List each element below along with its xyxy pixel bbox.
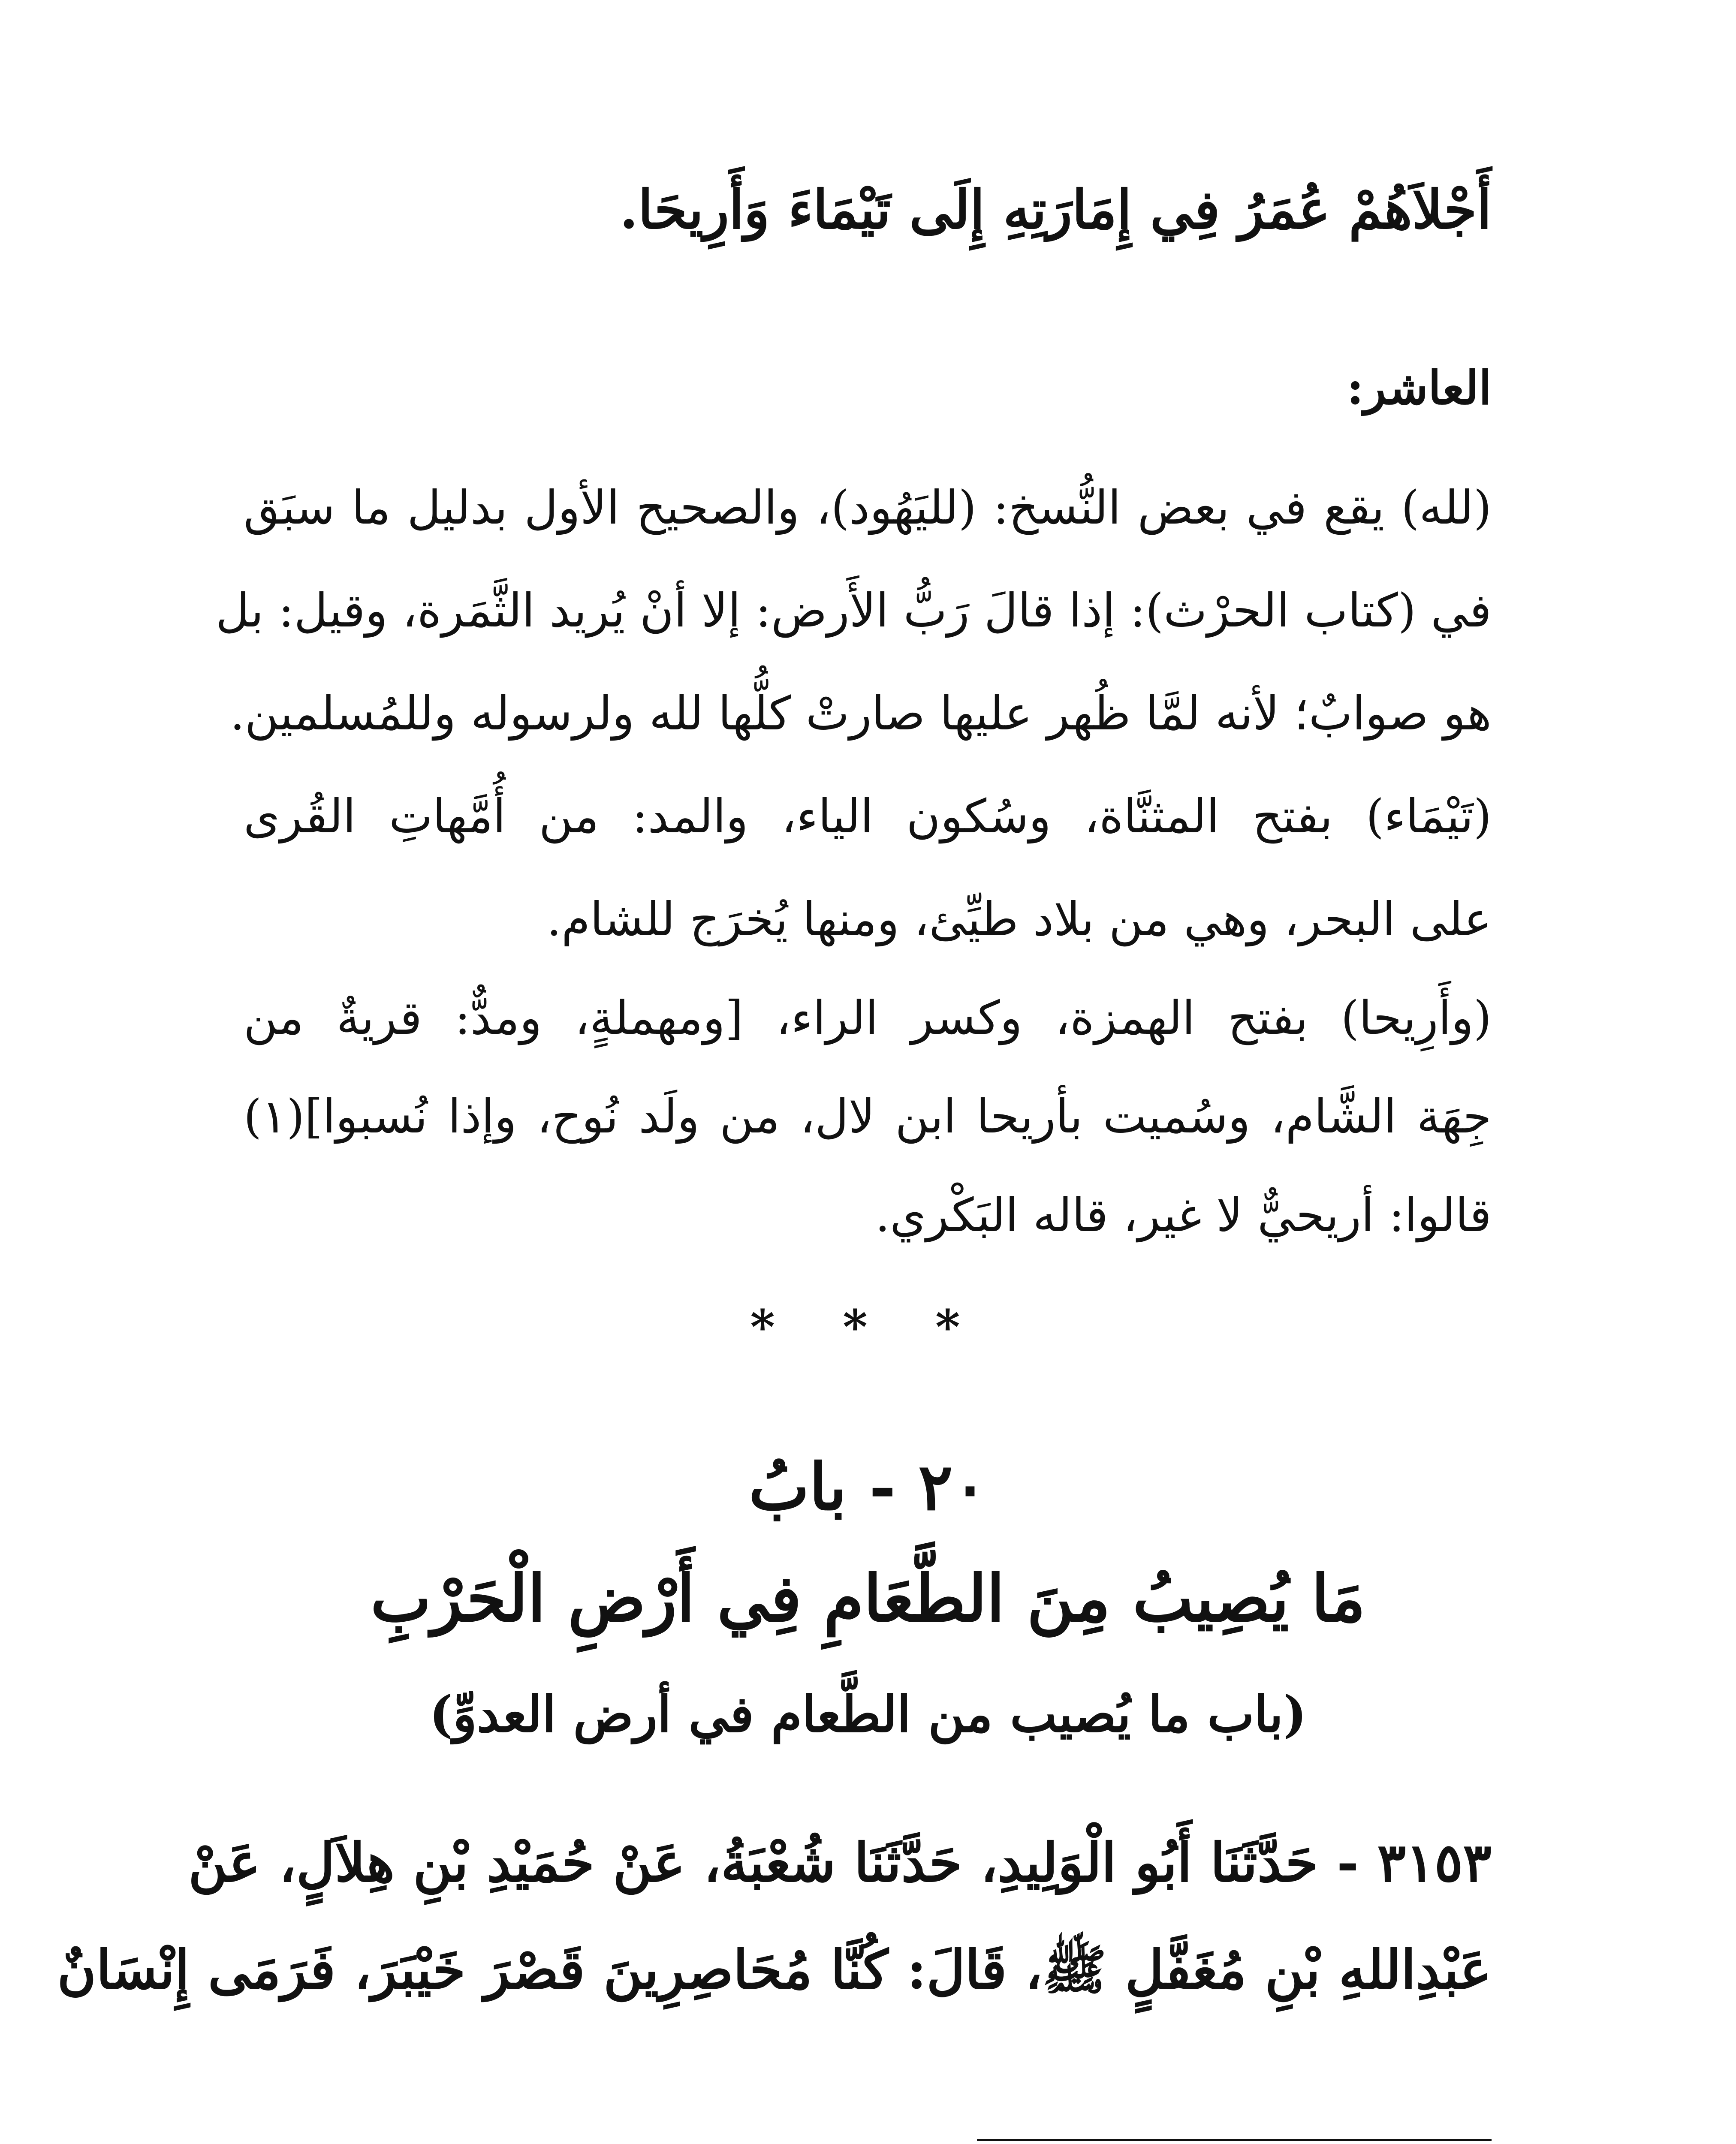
paragraph-3-line-3: قالوا: أريحيٌّ لا غير، قاله البَكْري. — [875, 1189, 1492, 1242]
chapter-title: مَا يُصِيبُ مِنَ الطَّعَامِ فِي أَرْضِ الْحَرْبِ — [370, 1561, 1366, 1636]
section-heading-tenth: العاشر: — [1347, 361, 1492, 415]
chapter-number: ٢٠ - بابُ — [748, 1449, 988, 1525]
chapter-subtitle: (باب ما يُصيب من الطَّعام في أرض العدوِّ) — [429, 1685, 1307, 1744]
hadith-line-2: عَبْدِاللهِ بْنِ مُغَفَّلٍ ﷺ، قَالَ: كُنَّا مُحَاصِرِينَ قَصْرَ خَيْبَرَ، فَرَمَى إِنْسَانٌ — [57, 1939, 1492, 2001]
paragraph-1-line-1: (لله) يقع في بعض النُّسخ: (لليَهُود)، والصحيح الأول بدليل ما سبَق — [244, 481, 1492, 535]
footnote-divider — [977, 2139, 1492, 2141]
paragraph-1-line-2: في (كتاب الحرْث): إذا قالَ رَبُّ الأَرض: إلا أنْ يُريد الثَّمَرة، وقيل: بل — [215, 584, 1492, 638]
paragraph-3-line-1: (وأَرِيحا) بفتح الهمزة، وكسر الراء، [ومهملةٍ، ومدٌّ: قريةٌ من — [244, 991, 1492, 1045]
paragraph-2-line-2: على البحر، وهي من بلاد طيِّئ، ومنها يُخرَج للشام. — [546, 893, 1492, 946]
hadith-line-1: ٣١٥٣ - حَدَّثَنَا أَبُو الْوَلِيدِ، حَدَّثَنَا شُعْبَةُ، عَنْ حُمَيْدِ بْنِ هِلاَلٍ، عَنْ — [188, 1832, 1492, 1894]
paragraph-3-line-2: جِهَة الشَّام، وسُميت بأريحا ابن لال، من ولَد نُوح، وإذا نُسبوا](١) — [244, 1090, 1492, 1144]
text-line-opening: أَجْلاَهُمْ عُمَرُ فِي إِمَارَتِهِ إِلَى تَيْمَاءَ وَأَرِيحَا. — [619, 179, 1492, 241]
section-separator: * * * — [750, 1299, 986, 1355]
paragraph-1-line-3: هو صوابٌ؛ لأنه لمَّا ظُهر عليها صارتْ كلُّها لله ولرسوله وللمُسلمين. — [230, 687, 1492, 741]
paragraph-2-line-1: (تَيْمَاء) بفتح المثنَّاة، وسُكون الياء، والمد: من أُمَّهاتِ القُرى — [244, 790, 1492, 843]
